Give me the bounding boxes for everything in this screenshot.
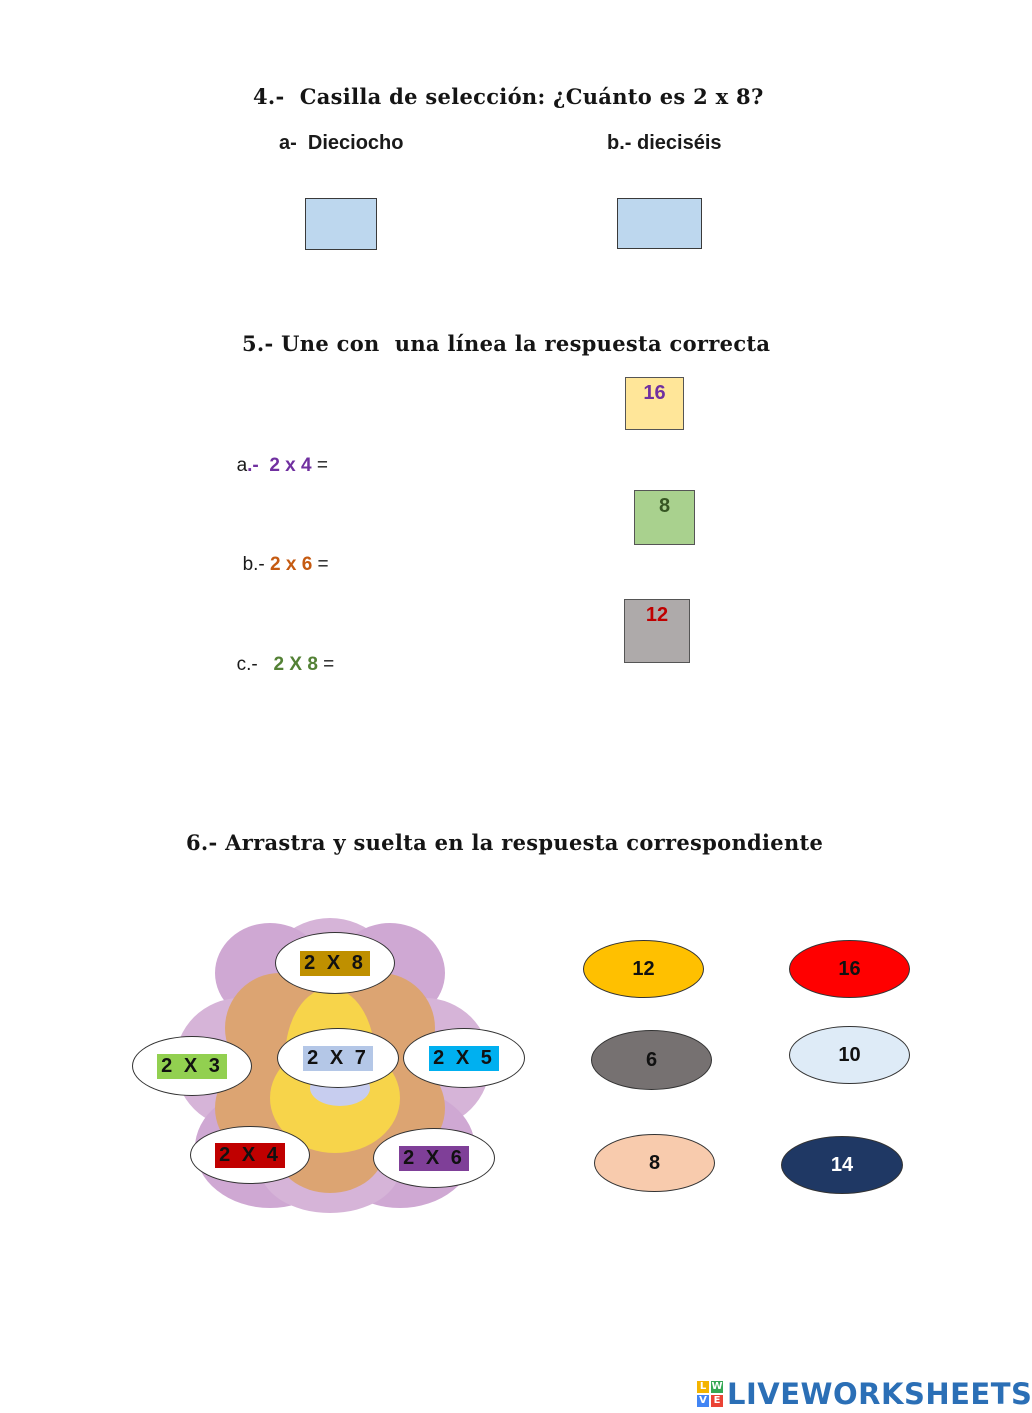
q5-item-b[interactable] <box>232 532 329 576</box>
q5-answer-16[interactable]: 16 <box>625 377 684 430</box>
q5-title: 5.- Une con una línea la respuesta correcta <box>242 331 771 356</box>
drag-chip-2x7[interactable] <box>277 1028 399 1088</box>
q5-item-a-expr: 2 x 4 <box>269 455 312 476</box>
logo-letter-l: L <box>697 1381 709 1393</box>
drag-chip-2x6-label: 2 X 6 <box>399 1146 469 1171</box>
q5-item-b-eq: = <box>312 554 329 575</box>
drop-target-6[interactable]: 6 <box>591 1030 712 1090</box>
q5-item-a[interactable] <box>226 433 328 477</box>
drag-chip-2x5[interactable] <box>403 1028 525 1088</box>
drop-target-8[interactable]: 8 <box>594 1134 715 1192</box>
q5-item-b-prefix: b.- <box>242 554 271 575</box>
q4-checkbox-b[interactable] <box>617 198 702 249</box>
q5-item-c[interactable] <box>226 632 334 676</box>
drop-target-12[interactable]: 12 <box>583 940 704 998</box>
q6-title: 6.- Arrastra y suelta en la respuesta correspondiente <box>186 830 824 855</box>
drop-target-10[interactable]: 10 <box>789 1026 910 1084</box>
q5-item-a-eq: = <box>311 455 328 476</box>
drag-chip-2x8[interactable] <box>275 932 395 994</box>
logo-mark-icon <box>697 1381 723 1407</box>
q5-item-b-expr: 2 x 6 <box>270 554 313 575</box>
drag-chip-2x6[interactable] <box>373 1128 495 1188</box>
liveworksheets-logo <box>697 1377 1032 1411</box>
drag-chip-2x3[interactable] <box>132 1036 252 1096</box>
logo-letter-e: E <box>711 1395 723 1407</box>
q4-title: 4.- Casilla de selección: ¿Cuánto es 2 x 8? <box>253 84 764 109</box>
q5-item-c-prefix: c.- <box>236 654 274 675</box>
drag-chip-2x4[interactable] <box>190 1126 310 1184</box>
drop-target-16[interactable]: 16 <box>789 940 910 998</box>
q4-checkbox-a[interactable] <box>305 198 377 250</box>
q5-item-a-sep: .- <box>247 455 270 476</box>
brand-name: LIVEWORKSHEETS <box>727 1377 1032 1411</box>
logo-letter-v: V <box>697 1395 709 1407</box>
q5-item-c-eq: = <box>317 654 335 675</box>
q5-item-c-expr: 2 X 8 <box>273 654 318 675</box>
q5-item-a-prefix: a <box>236 455 248 476</box>
q4-option-b-label: b.- dieciséis <box>607 132 722 154</box>
q5-answer-8[interactable]: 8 <box>634 490 695 545</box>
drag-chip-2x8-label: 2 X 8 <box>300 951 370 976</box>
drag-chip-2x3-label: 2 X 3 <box>157 1054 227 1079</box>
q5-answer-12[interactable]: 12 <box>624 599 690 663</box>
logo-letter-w: W <box>711 1381 723 1392</box>
drop-target-14[interactable]: 14 <box>781 1136 903 1194</box>
drag-chip-2x7-label: 2 X 7 <box>303 1046 373 1071</box>
drag-chip-2x5-label: 2 X 5 <box>429 1046 499 1071</box>
drag-chip-2x4-label: 2 X 4 <box>215 1143 285 1168</box>
q4-option-a-label: a- Dieciocho <box>279 132 404 154</box>
